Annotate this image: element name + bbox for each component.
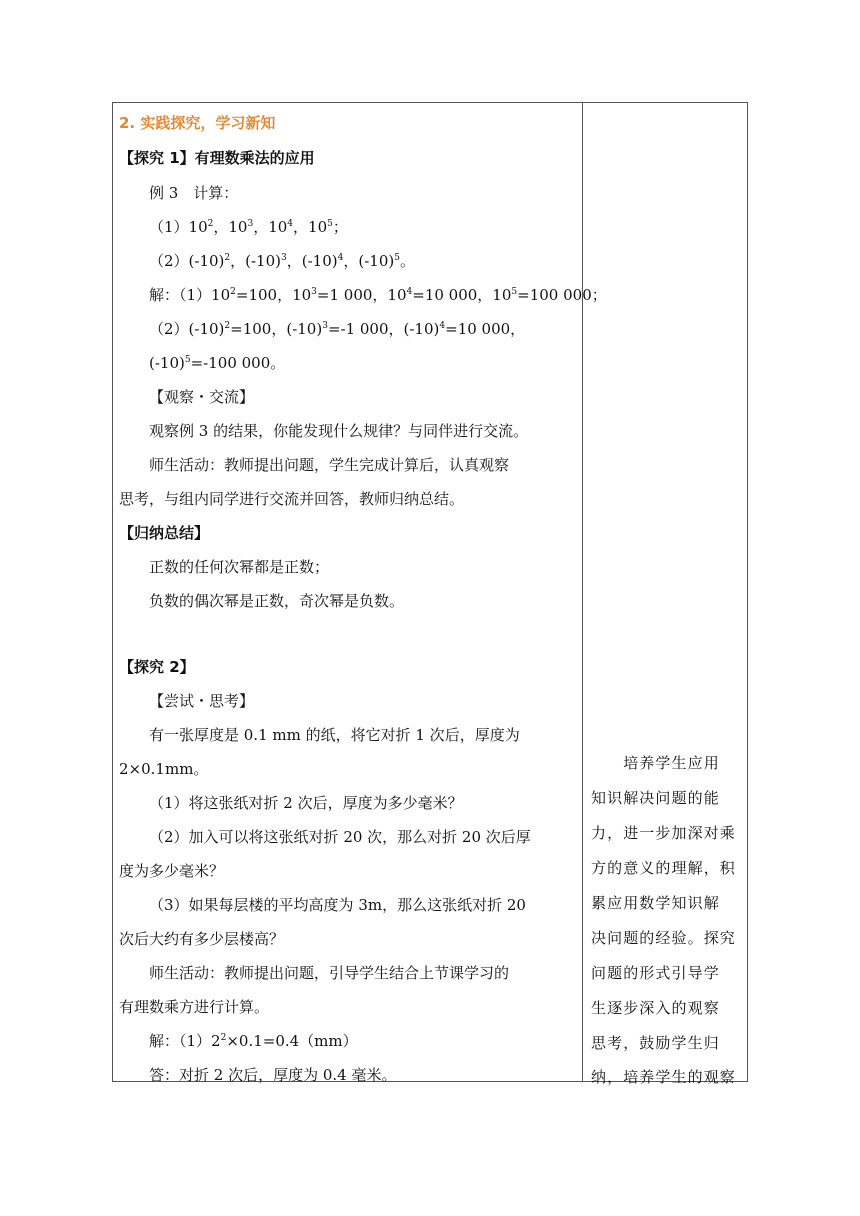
summary-line1: 正数的任何次幂都是正数；: [149, 558, 330, 576]
intent-line: 方的意义的理解，积: [591, 859, 736, 877]
problem-3-line1: （3）如果每层楼的平均高度为 3m，那么这张纸对折 20: [149, 896, 526, 914]
summary-line2: 负数的偶次幂是正数，奇次幂是负数。: [149, 592, 405, 610]
intent-line: 知识解决问题的能: [591, 789, 720, 807]
intent-line: 决问题的经验。探究: [591, 929, 736, 947]
observe-text: 观察例 3 的结果，你能发现什么规律？与同伴进行交流。: [149, 422, 529, 440]
intent-line: 培养学生应用: [591, 754, 720, 772]
problem-2-line2: 度为多少毫米？: [119, 862, 225, 880]
answer-calc: 解：$(1)2^2\times 0.1=0.4(mm)$: [149, 1032, 358, 1050]
activity1-line2: 思考，与组内同学进行交流并回答，教师归纳总结。: [119, 490, 465, 508]
activity1-line1: 师生活动：教师提出问题，学生完成计算后，认真观察: [149, 456, 510, 474]
intent-line: 思考，鼓励学生归: [591, 1034, 720, 1052]
paper-line1: 有一张厚度是 0.1 mm 的纸，将它对折 1 次后，厚度为: [149, 726, 520, 744]
try-title: 【尝试・思考】: [149, 692, 255, 710]
intent-line: 力，进一步加深对乘: [591, 824, 736, 842]
design-intent-cell: [583, 103, 747, 1086]
question-1: $(1)10^2$，$10^3$，$10^4$，$10^5$；: [149, 218, 348, 236]
solution-2b: $(-10)^5=-100$ 000。: [149, 354, 286, 372]
paper-line2: 2×0.1mm。: [119, 760, 209, 778]
problem-3-line2: 次后大约有多少层楼高？: [119, 930, 285, 948]
summary-title: 【归纳总结】: [119, 524, 210, 542]
problem-1: （1）将这张纸对折 2 次后，厚度为多少毫米？: [149, 794, 463, 812]
observe-title: 【观察・交流】: [149, 388, 255, 406]
explore2-title: 【探究 2】: [119, 658, 195, 676]
section-title: 2. 实践探究，学习新知: [119, 114, 276, 132]
intent-line: 问题的形式引导学: [591, 964, 720, 982]
intent-line: 累应用数学知识解: [591, 894, 720, 912]
example-label: 例 3 计算：: [149, 184, 239, 202]
explore1-title: 【探究 1】有理数乘法的应用: [119, 149, 315, 167]
problem-2-line1: （2）加入可以将这张纸对折 20 次，那么对折 20 次后厚: [149, 828, 531, 846]
solution-1: 解：$(1)10^2=100$，$10^3=1$ 000，$10^4=10$ 000，$10^5=100$ 000；: [149, 286, 607, 304]
intent-line: 纳，培养学生的观察: [591, 1068, 736, 1086]
intent-line: 生逐步深入的观察: [591, 999, 720, 1017]
question-2: $(2)(-10)^2$，$(-10)^3$，$(-10)^4$，$(-10)^5$。: [149, 252, 415, 270]
solution-2a: $(2)(-10)^2=100$，$(-10)^3=-1$ 000，$(-10)^4=10$ 000，: [149, 320, 526, 338]
lesson-process-cell: [113, 103, 607, 1084]
activity2-line1: 师生活动：教师提出问题，引导学生结合上节课学习的: [149, 964, 510, 982]
activity2-line2: 有理数乘方进行计算。: [119, 998, 270, 1016]
answer-text: 答：对折 2 次后，厚度为 0.4 毫米。: [149, 1066, 397, 1084]
lesson-table: [112, 102, 748, 1086]
